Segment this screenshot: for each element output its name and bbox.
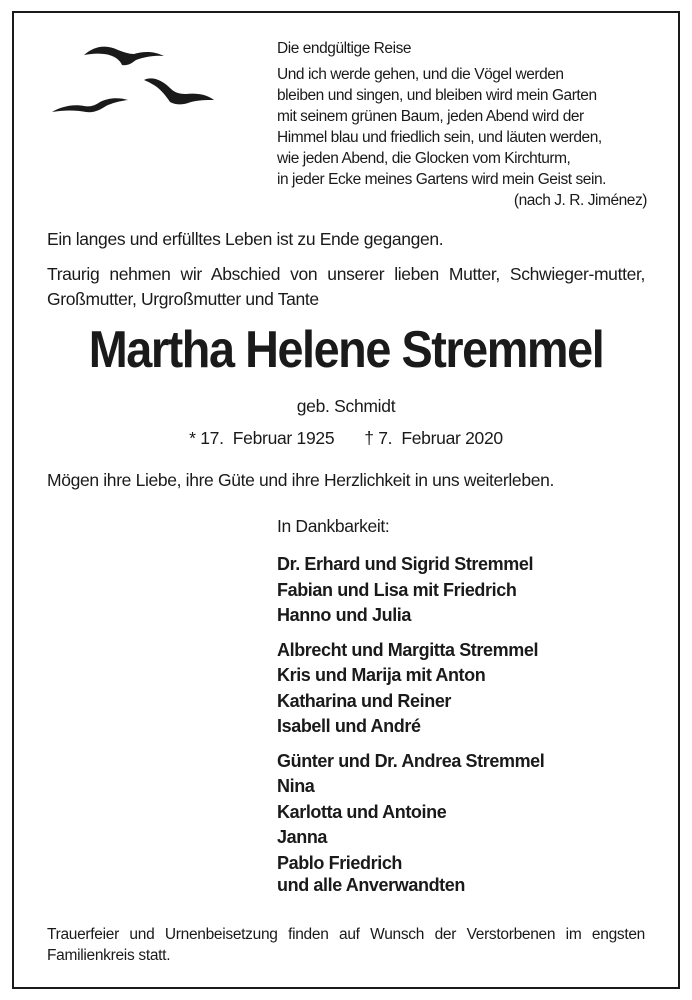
life-dates <box>0 427 692 449</box>
poem-source: (nach J. R. Jiménez) <box>513 192 647 209</box>
family-group <box>277 749 657 877</box>
family-member: Pablo Friedrich <box>277 852 403 873</box>
thanks-label: In Dankbarkeit: <box>277 516 390 536</box>
family-member: Günter und Dr. Andrea Stremmel <box>277 750 545 771</box>
farewell-text: Traurig nehmen wir Abschied von unserer lieben Mutter, Schwieger-mutter, Großmutter, Urgroßmutter und Tante <box>47 264 645 309</box>
memorial-wish: Mögen ihre Liebe, ihre Güte und ihre Herzlichkeit in uns weiterleben. <box>47 470 554 490</box>
death-date: † 7. Februar 2020 <box>364 428 503 448</box>
family-member: Dr. Erhard und Sigrid Stremmel <box>277 554 534 574</box>
family-member: Kris und Marija mit Anton <box>277 665 486 685</box>
poem-line: mit seinem grünen Baum, jeden Abend wird der <box>277 108 584 125</box>
family-member: Karlotta und Antoine <box>277 801 447 822</box>
family-member: Katharina und Reiner <box>277 690 452 711</box>
birth-name: geb. Schmidt <box>296 396 396 416</box>
poem-block <box>277 38 647 211</box>
poem-line: wie jeden Abend, die Glocken vom Kirchturm, <box>277 150 571 167</box>
family-group <box>277 638 657 740</box>
poem-line: Himmel blau und friedlich sein, und läuten werden, <box>277 129 602 146</box>
closing-line: und alle Anverwandten <box>277 875 465 895</box>
poem-line: in jeder Ecke meines Gartens wird mein Geist sein. <box>277 171 606 188</box>
deceased-name: Martha Helene Stremmel <box>88 321 604 379</box>
family-member: Isabell und André <box>277 716 421 736</box>
poem-line: bleiben und singen, und bleiben wird mein Garten <box>277 87 597 104</box>
family-group <box>277 552 657 629</box>
family-member: Janna <box>277 827 328 847</box>
family-member: Albrecht und Margitta Stremmel <box>277 639 539 660</box>
birth-date: * 17. Februar 1925 <box>189 428 335 448</box>
funeral-notice: Trauerfeier und Urnenbeisetzung finden auf Wunsch der Verstorbenen im engsten Familienkreis statt. <box>47 926 645 964</box>
poem-title: Die endgültige Reise <box>277 40 412 57</box>
poem-line: Und ich werde gehen, und die Vögel werden <box>277 66 564 83</box>
flying-birds-icon <box>48 42 233 120</box>
family-member: Fabian und Lisa mit Friedrich <box>277 579 517 600</box>
intro-line-1: Ein langes und erfülltes Leben ist zu Ende gegangen. <box>47 229 444 249</box>
family-list <box>277 552 657 885</box>
family-member: Hanno und Julia <box>277 605 412 625</box>
family-member: Nina <box>277 776 315 796</box>
intro-text <box>47 228 645 251</box>
